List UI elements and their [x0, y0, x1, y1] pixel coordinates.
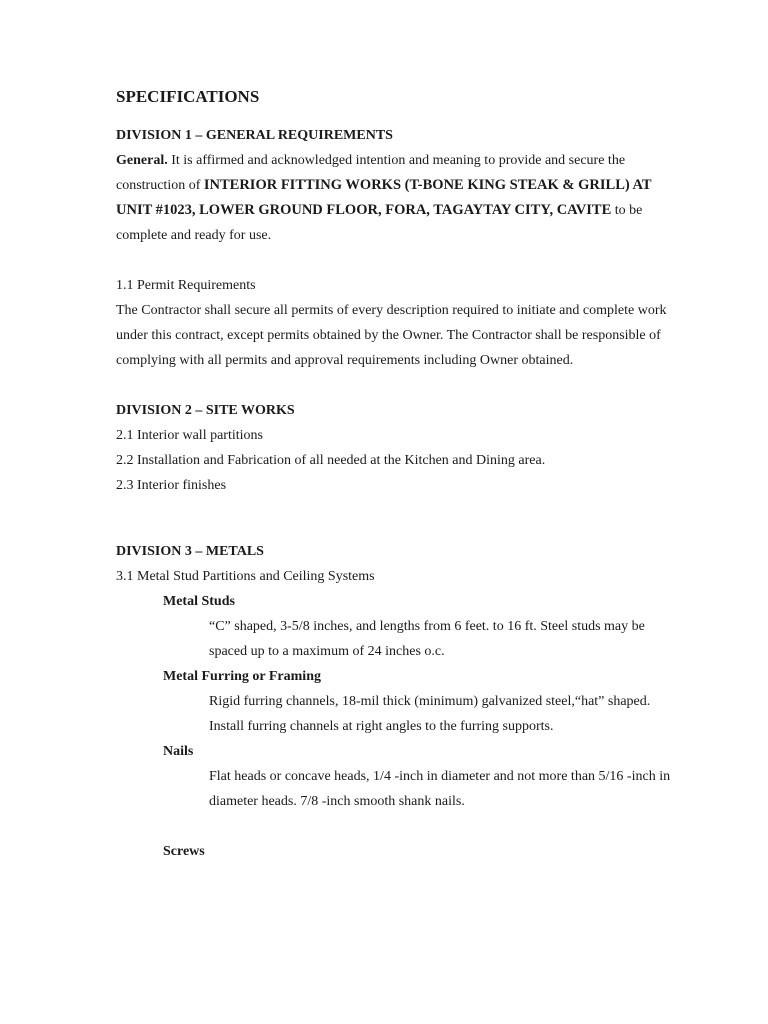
- general-label: General.: [116, 153, 168, 168]
- division-1-heading: DIVISION 1 – GENERAL REQUIREMENTS: [116, 128, 393, 143]
- metal-furring-text: Rigid furring channels, 18-mil thick (minimum) galvanized steel,“hat” shaped. Install furring channels at right angles to the furring supports.: [209, 694, 651, 734]
- nails-label: Nails: [163, 744, 194, 759]
- list-item: 2.1 Interior wall partitions: [116, 428, 263, 443]
- metal-furring-label: Metal Furring or Framing: [163, 669, 321, 684]
- division-3-heading: DIVISION 3 – METALS: [116, 544, 264, 559]
- general-text-2: to be complete and ready for use.: [116, 203, 643, 243]
- spacer: [116, 814, 686, 839]
- list-item: 2.2 Installation and Fabrication of all needed at the Kitchen and Dining area.: [116, 453, 546, 468]
- spacer: [116, 373, 686, 398]
- division-2-heading: DIVISION 2 – SITE WORKS: [116, 403, 295, 418]
- document-body: [116, 86, 686, 864]
- general-text-1: It is affirmed and acknowledged intention and meaning to provide and secure the construction of: [116, 153, 626, 193]
- list-item: 2.3 Interior finishes: [116, 478, 227, 493]
- metal-studs-label: Metal Studs: [163, 594, 235, 609]
- general-paragraph: [116, 148, 686, 248]
- section-heading: 3.1 Metal Stud Partitions and Ceiling Systems: [116, 569, 375, 584]
- permit-heading: 1.1 Permit Requirements: [116, 278, 256, 293]
- screws-label: Screws: [163, 844, 205, 859]
- metal-studs-text: “C” shaped, 3-5/8 inches, and lengths from 6 feet. to 16 ft. Steel studs may be spaced up to a maximum of 24 inches o.c.: [209, 619, 645, 659]
- document-title: SPECIFICATIONS: [116, 87, 260, 106]
- project-name: INTERIOR FITTING WORKS (T-BONE KING STEAK & GRILL) AT UNIT #1023, LOWER GROUND FLOOR, FORA, TAGAYTAY CITY, CAVITE: [116, 177, 652, 218]
- permit-paragraph: The Contractor shall secure all permits of every description required to initiate and complete work under this contract, except permits obtained by the Owner. The Contractor shall be responsible of complying with all permits and approval requirements including Owner obtained.: [116, 303, 667, 368]
- nails-text: Flat heads or concave heads, 1/4 -inch in diameter and not more than 5/16 -inch in diameter heads. 7/8 -inch smooth shank nails.: [209, 769, 671, 809]
- spacer: [116, 248, 686, 273]
- spacer: [116, 498, 686, 539]
